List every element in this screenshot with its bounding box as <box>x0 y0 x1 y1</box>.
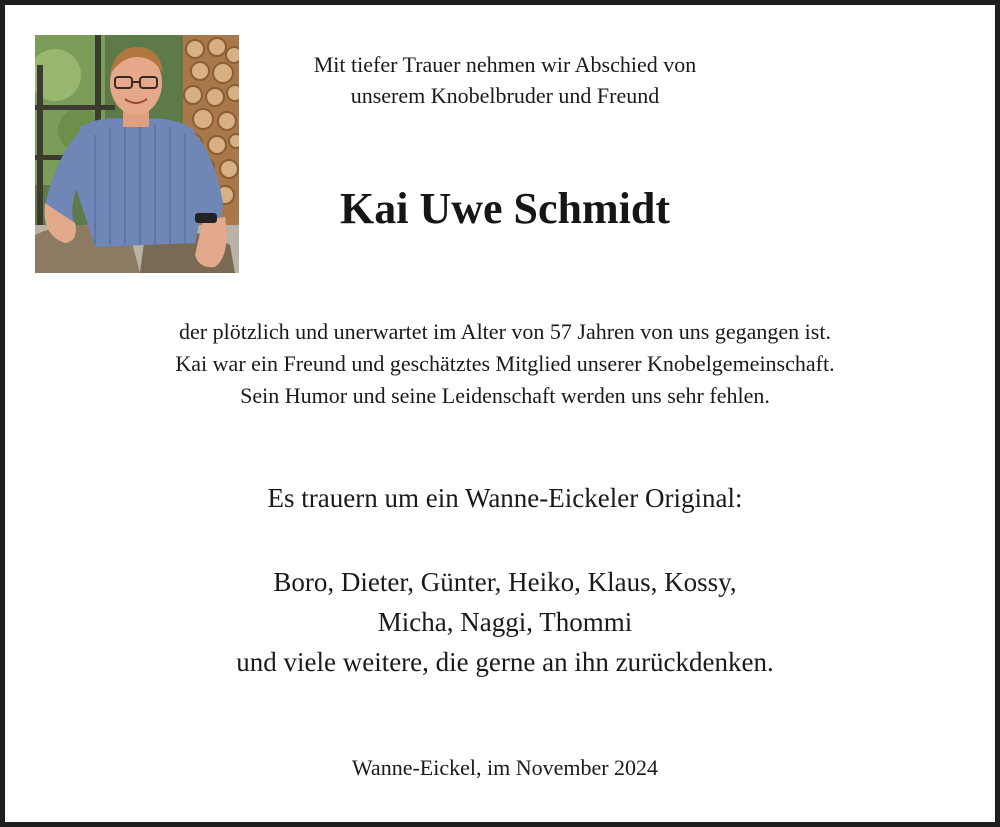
deceased-name: Kai Uwe Schmidt <box>340 184 670 233</box>
intro-text <box>245 49 765 111</box>
obituary-body <box>45 316 965 412</box>
mourners-line-1: Boro, Dieter, Günter, Heiko, Klaus, Kossy, <box>273 567 737 597</box>
body-line-2: Kai war ein Freund und geschätztes Mitglied unserer Knobelgemeinschaft. <box>175 351 835 376</box>
mourners-line-2: Micha, Naggi, Thommi <box>377 607 633 637</box>
intro-line-1: Mit tiefer Trauer nehmen wir Abschied von <box>313 52 697 77</box>
body-line-1: der plötzlich und unerwartet im Alter von 57 Jahren von uns gegangen ist. <box>179 319 831 344</box>
intro-line-2: unserem Knobelbruder und Freund <box>350 83 660 108</box>
mourners-intro: Es trauern um ein Wanne-Eickeler Original: <box>267 483 743 513</box>
place-date: Wanne-Eickel, im November 2024 <box>351 755 659 780</box>
mourners-list <box>45 562 965 682</box>
mourners-line-3: und viele weitere, die gerne an ihn zurückdenken. <box>236 647 774 677</box>
body-line-3: Sein Humor und seine Leidenschaft werden uns sehr fehlen. <box>240 383 770 408</box>
portrait-photo <box>35 35 239 273</box>
